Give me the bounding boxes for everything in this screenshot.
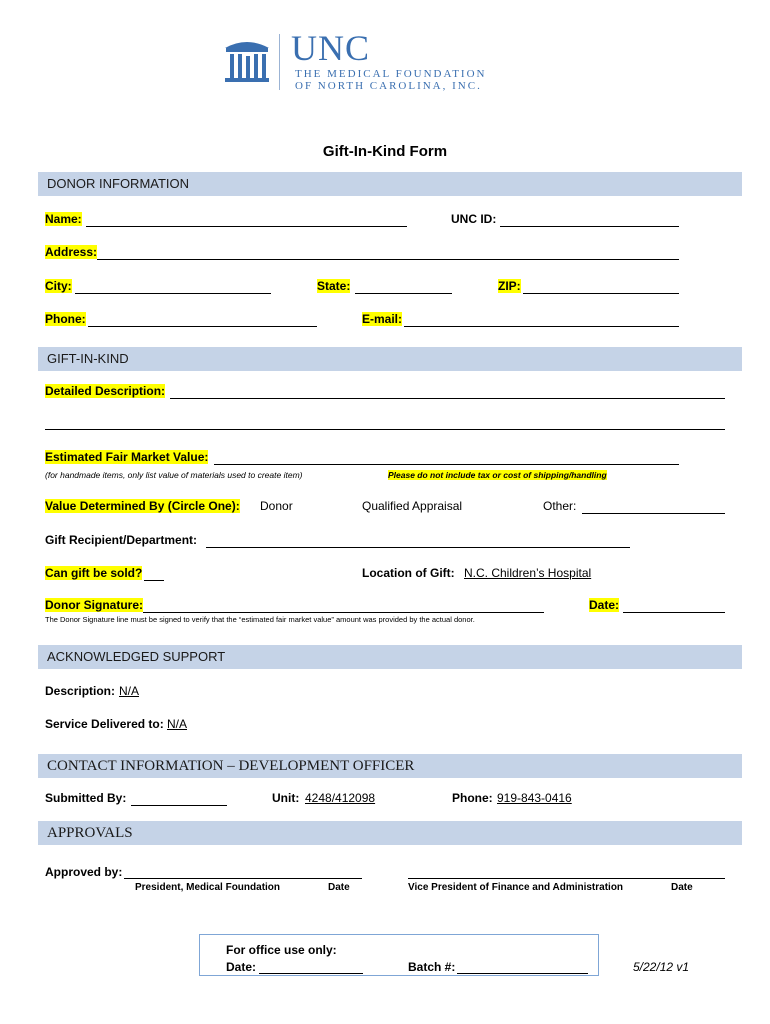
contact-section-header: CONTACT INFORMATION – DEVELOPMENT OFFICER xyxy=(38,754,742,778)
contact-phone-value: 919-843-0416 xyxy=(497,791,572,805)
signature-field[interactable] xyxy=(143,612,544,613)
recipient-field[interactable] xyxy=(206,547,630,548)
support-description-value: N/A xyxy=(119,684,140,698)
contact-phone-label: Phone: xyxy=(452,791,493,805)
old-well-icon xyxy=(221,34,273,86)
city-field[interactable] xyxy=(75,293,271,294)
batch-field[interactable] xyxy=(457,973,588,974)
sig-date-label: Date: xyxy=(589,598,620,612)
logo xyxy=(205,22,545,102)
description-label: Detailed Description: xyxy=(45,384,166,398)
version-label: 5/22/12 v1 xyxy=(633,960,690,974)
approvals-section-header: APPROVALS xyxy=(38,821,742,845)
address-field[interactable] xyxy=(97,259,679,260)
uncid-label: UNC ID: xyxy=(451,212,497,226)
donor-section-header: DONOR INFORMATION xyxy=(38,172,742,196)
description-field-2[interactable] xyxy=(45,429,725,430)
date-caption-1: Date xyxy=(328,882,350,893)
fmv-label: Estimated Fair Market Value: xyxy=(45,450,209,464)
submitted-label: Submitted By: xyxy=(45,791,127,805)
phone-field[interactable] xyxy=(88,326,317,327)
sold-field[interactable] xyxy=(144,580,164,581)
logo-line-1: THE MEDICAL FOUNDATION xyxy=(295,68,487,80)
president-caption: President, Medical Foundation xyxy=(135,882,281,893)
page-title: Gift-In-Kind Form xyxy=(322,143,448,160)
recipient-label: Gift Recipient/Department: xyxy=(45,533,198,547)
vp-signature-field[interactable] xyxy=(408,878,725,879)
fmv-note: (for handmade items, only list value of materials used to create item) xyxy=(45,470,303,480)
date-caption-2: Date xyxy=(671,882,693,893)
unit-value: 4248/412098 xyxy=(305,791,376,805)
sold-label: Can gift be sold? xyxy=(45,566,143,580)
option-appraisal[interactable]: Qualified Appraisal xyxy=(362,499,463,513)
president-signature-field[interactable] xyxy=(124,878,362,879)
approved-label: Approved by: xyxy=(45,865,123,879)
email-label: E-mail: xyxy=(362,312,403,326)
determined-label: Value Determined By (Circle One): xyxy=(45,499,240,513)
description-field[interactable] xyxy=(170,398,725,399)
name-label: Name: xyxy=(45,212,82,226)
vp-caption: Vice President of Finance and Administration xyxy=(408,882,624,893)
option-other[interactable]: Other: xyxy=(543,499,577,513)
logo-divider xyxy=(279,34,280,90)
batch-label: Batch #: xyxy=(408,960,456,974)
signature-label: Donor Signature: xyxy=(45,598,143,612)
signature-note: The Donor Signature line must be signed to verify that the “estimated fair market value” amount was provided by the actual donor. xyxy=(45,615,475,624)
logo-mark: UNC xyxy=(291,28,371,68)
office-date-label: Date: xyxy=(226,960,257,974)
office-date-field[interactable] xyxy=(259,973,363,974)
location-label: Location of Gift: xyxy=(362,566,455,580)
office-heading: For office use only: xyxy=(226,943,337,957)
gift-section-header: GIFT-IN-KIND xyxy=(38,347,742,371)
option-donor[interactable]: Donor xyxy=(260,499,293,513)
submitted-field[interactable] xyxy=(131,805,227,806)
city-label: City: xyxy=(45,279,72,293)
support-description-label: Description: xyxy=(45,684,116,698)
location-value: N.C. Children’s Hospital xyxy=(464,566,592,580)
unit-label: Unit: xyxy=(272,791,300,805)
email-field[interactable] xyxy=(404,326,679,327)
zip-label: ZIP: xyxy=(498,279,521,293)
support-section-header: ACKNOWLEDGED SUPPORT xyxy=(38,645,742,669)
fmv-field[interactable] xyxy=(214,464,679,465)
logo-line-2: OF NORTH CAROLINA, INC. xyxy=(295,80,482,92)
sig-date-field[interactable] xyxy=(623,612,725,613)
other-field[interactable] xyxy=(582,513,725,514)
service-label: Service Delivered to: xyxy=(45,717,164,731)
state-field[interactable] xyxy=(355,293,452,294)
state-label: State: xyxy=(317,279,351,293)
zip-field[interactable] xyxy=(523,293,679,294)
phone-label: Phone: xyxy=(45,312,86,326)
name-field[interactable] xyxy=(86,226,407,227)
uncid-field[interactable] xyxy=(500,226,679,227)
address-label: Address: xyxy=(45,245,98,259)
fmv-warning: Please do not include tax or cost of shipping/handling xyxy=(388,470,607,480)
service-value: N/A xyxy=(167,717,188,731)
